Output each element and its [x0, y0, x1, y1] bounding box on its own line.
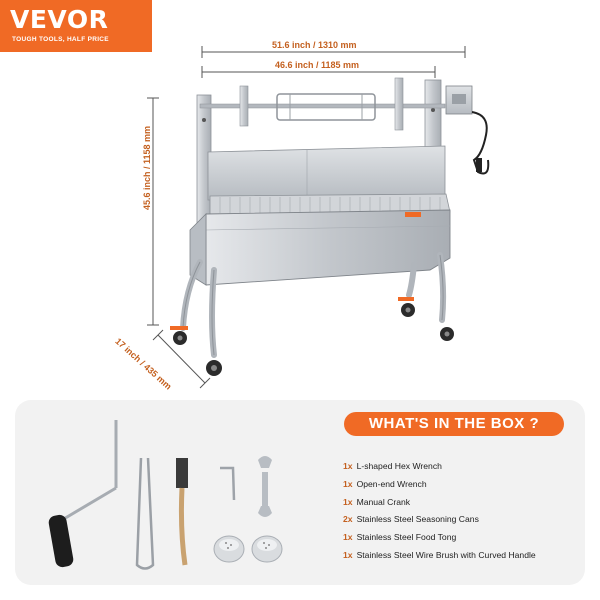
item-name: Open-end Wrench	[356, 478, 427, 489]
list-item	[343, 511, 536, 529]
spit-rod	[200, 78, 445, 130]
logo-plate	[405, 212, 421, 217]
brand-name: VEVOR	[10, 5, 109, 34]
height-label: 45.6 inch / 1158 mm	[142, 125, 152, 210]
item-name: Manual Crank	[356, 496, 411, 507]
depth-label: 17 inch / 435 mm	[113, 336, 174, 392]
box-items-list	[343, 458, 536, 565]
spit-width-label: 46.6 inch / 1185 mm	[275, 60, 360, 70]
overall-width-label: 51.6 inch / 1310 mm	[272, 40, 357, 50]
list-item	[343, 494, 536, 512]
item-qty: 1x	[343, 532, 353, 543]
item-name: Stainless Steel Food Tong	[356, 532, 457, 543]
item-qty: 1x	[343, 549, 353, 560]
brand-tagline: TOUGH TOOLS, HALF PRICE	[12, 36, 109, 43]
list-item	[343, 547, 536, 565]
item-name: Stainless Steel Seasoning Cans	[356, 514, 479, 525]
back-panel	[208, 146, 445, 200]
item-qty: 1x	[343, 496, 353, 507]
motor	[446, 86, 488, 174]
item-qty: 2x	[343, 514, 353, 525]
list-item	[343, 476, 536, 494]
item-name: L-shaped Hex Wrench	[356, 461, 442, 471]
list-item	[343, 458, 536, 476]
item-qty: 1x	[343, 461, 353, 471]
box-title: WHAT'S IN THE BOX ?	[344, 412, 564, 436]
list-item	[343, 529, 536, 547]
item-name: Stainless Steel Wire Brush with Curved Handle	[356, 549, 536, 560]
item-qty: 1x	[343, 478, 353, 489]
